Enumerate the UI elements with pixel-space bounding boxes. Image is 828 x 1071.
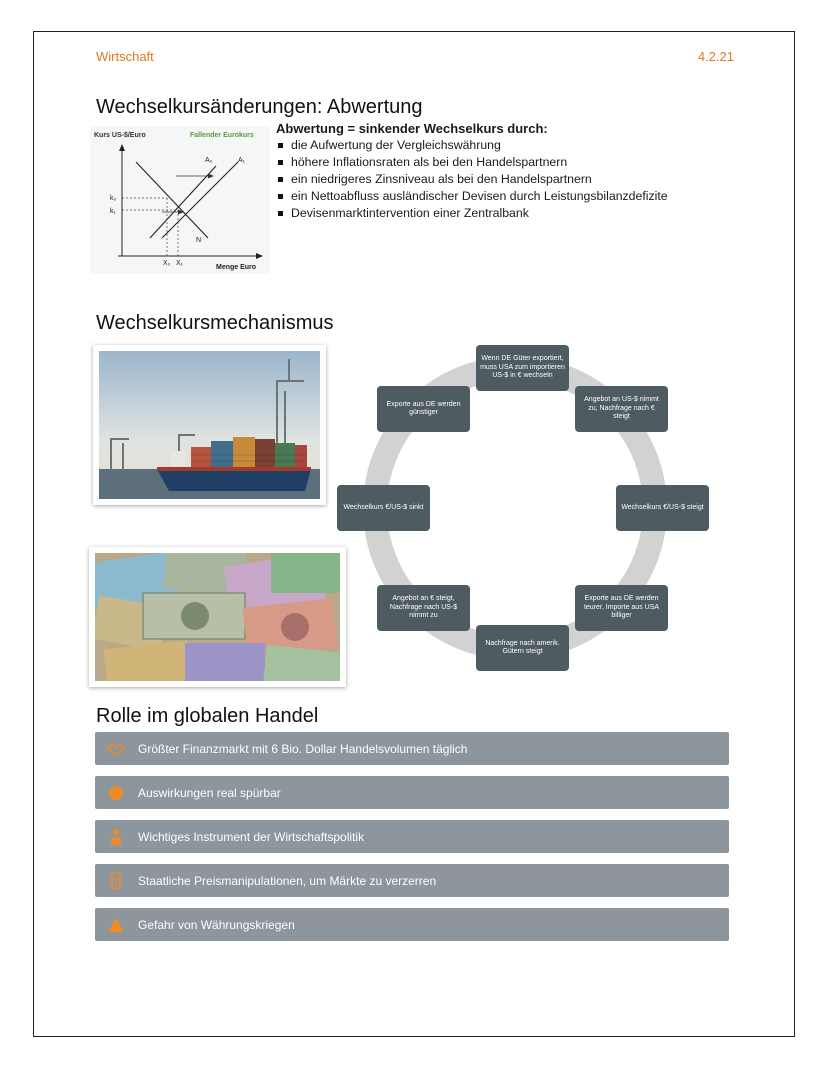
header-page-number: 4.2.21 bbox=[697, 49, 734, 64]
cycle-step: Wenn DE Güter exportiert, muss USA zum importieren US-$ in € wechseln bbox=[476, 345, 569, 391]
supply-demand-chart bbox=[90, 126, 270, 274]
k0-label: k₀ bbox=[110, 195, 117, 202]
role-item bbox=[95, 908, 729, 941]
role-label: Gefahr von Währungskriegen bbox=[138, 917, 295, 932]
cycle-step: Angebot an US-$ nimmt zu, Nachfrage nach € steigt bbox=[575, 386, 668, 432]
chart-x-axis-arrow bbox=[256, 253, 263, 259]
header-subject: Wirtschaft bbox=[96, 49, 154, 64]
person-icon bbox=[107, 828, 125, 846]
container-ship-photo bbox=[93, 345, 326, 505]
cycle-step: Angebot an € steigt, Nachfrage nach US-$ nimmt zu bbox=[377, 585, 470, 631]
cycle-step: Wechselkurs €/US-$ steigt bbox=[616, 485, 709, 531]
handshake-icon bbox=[107, 740, 125, 758]
cycle-step: Exporte aus DE werden teurer, Importe aus USA billiger bbox=[575, 585, 668, 631]
cycle-step: Nachfrage nach amerik. Gütern steigt bbox=[476, 625, 569, 671]
demand-label: N bbox=[196, 237, 202, 244]
supply-a0-label: A₀ bbox=[205, 157, 213, 164]
supply-curve-a1 bbox=[162, 162, 238, 238]
banknotes-photo bbox=[89, 547, 346, 687]
shift-arrowhead-top bbox=[208, 174, 214, 179]
cause-item: höhere Inflationsraten als bei den Handelspartnern bbox=[276, 154, 716, 171]
price-tag-icon bbox=[107, 872, 125, 890]
role-item bbox=[95, 864, 729, 897]
chart-y-axis-label: Kurs US-$/Euro bbox=[94, 132, 146, 139]
devaluation-lead: Abwertung = sinkender Wechselkurs durch: bbox=[276, 121, 548, 136]
role-item bbox=[95, 732, 729, 765]
role-item bbox=[95, 820, 729, 853]
section-title-mechanism: Wechselkursmechanismus bbox=[96, 312, 334, 334]
role-label: Größter Finanzmarkt mit 6 Bio. Dollar Handelsvolumen täglich bbox=[138, 741, 468, 756]
cause-item: die Aufwertung der Vergleichswährung bbox=[276, 137, 716, 154]
cause-item: ein Nettoabfluss ausländischer Devisen durch Leistungsbilanzdefizite bbox=[276, 188, 716, 205]
cause-list bbox=[276, 137, 716, 222]
supply-curve-a0 bbox=[150, 166, 216, 238]
section-title-global-trade: Rolle im globalen Handel bbox=[96, 705, 319, 727]
x1-label: X₁ bbox=[176, 260, 184, 267]
circle-icon bbox=[107, 784, 125, 802]
warning-icon bbox=[107, 916, 125, 934]
demand-curve bbox=[136, 162, 208, 238]
chart-y-axis-arrow bbox=[119, 144, 125, 151]
x0-label: X₀ bbox=[163, 260, 171, 267]
supply-a1-label: A₁ bbox=[238, 157, 246, 164]
chart-x-axis-label: Menge Euro bbox=[216, 264, 257, 271]
role-item bbox=[95, 776, 729, 809]
role-label: Staatliche Preismanipulationen, um Märkte zu verzerren bbox=[138, 873, 437, 888]
cause-item: Devisenmarktintervention einer Zentralbank bbox=[276, 205, 716, 222]
devaluation-causes bbox=[276, 120, 716, 222]
role-label: Auswirkungen real spürbar bbox=[138, 785, 281, 800]
chart-caption: Fallender Eurokurs bbox=[190, 132, 254, 139]
section-title-devaluation: Wechselkursänderungen: Abwertung bbox=[96, 96, 423, 118]
cause-item: ein niedrigeres Zinsniveau als bei den Handelspartnern bbox=[276, 171, 716, 188]
cycle-step: Wechselkurs €/US-$ sinkt bbox=[337, 485, 430, 531]
cycle-step: Exporte aus DE werden günstiger bbox=[377, 386, 470, 432]
role-label: Wichtiges Instrument der Wirtschaftspolitik bbox=[138, 829, 365, 844]
k1-label: k₁ bbox=[110, 208, 116, 215]
